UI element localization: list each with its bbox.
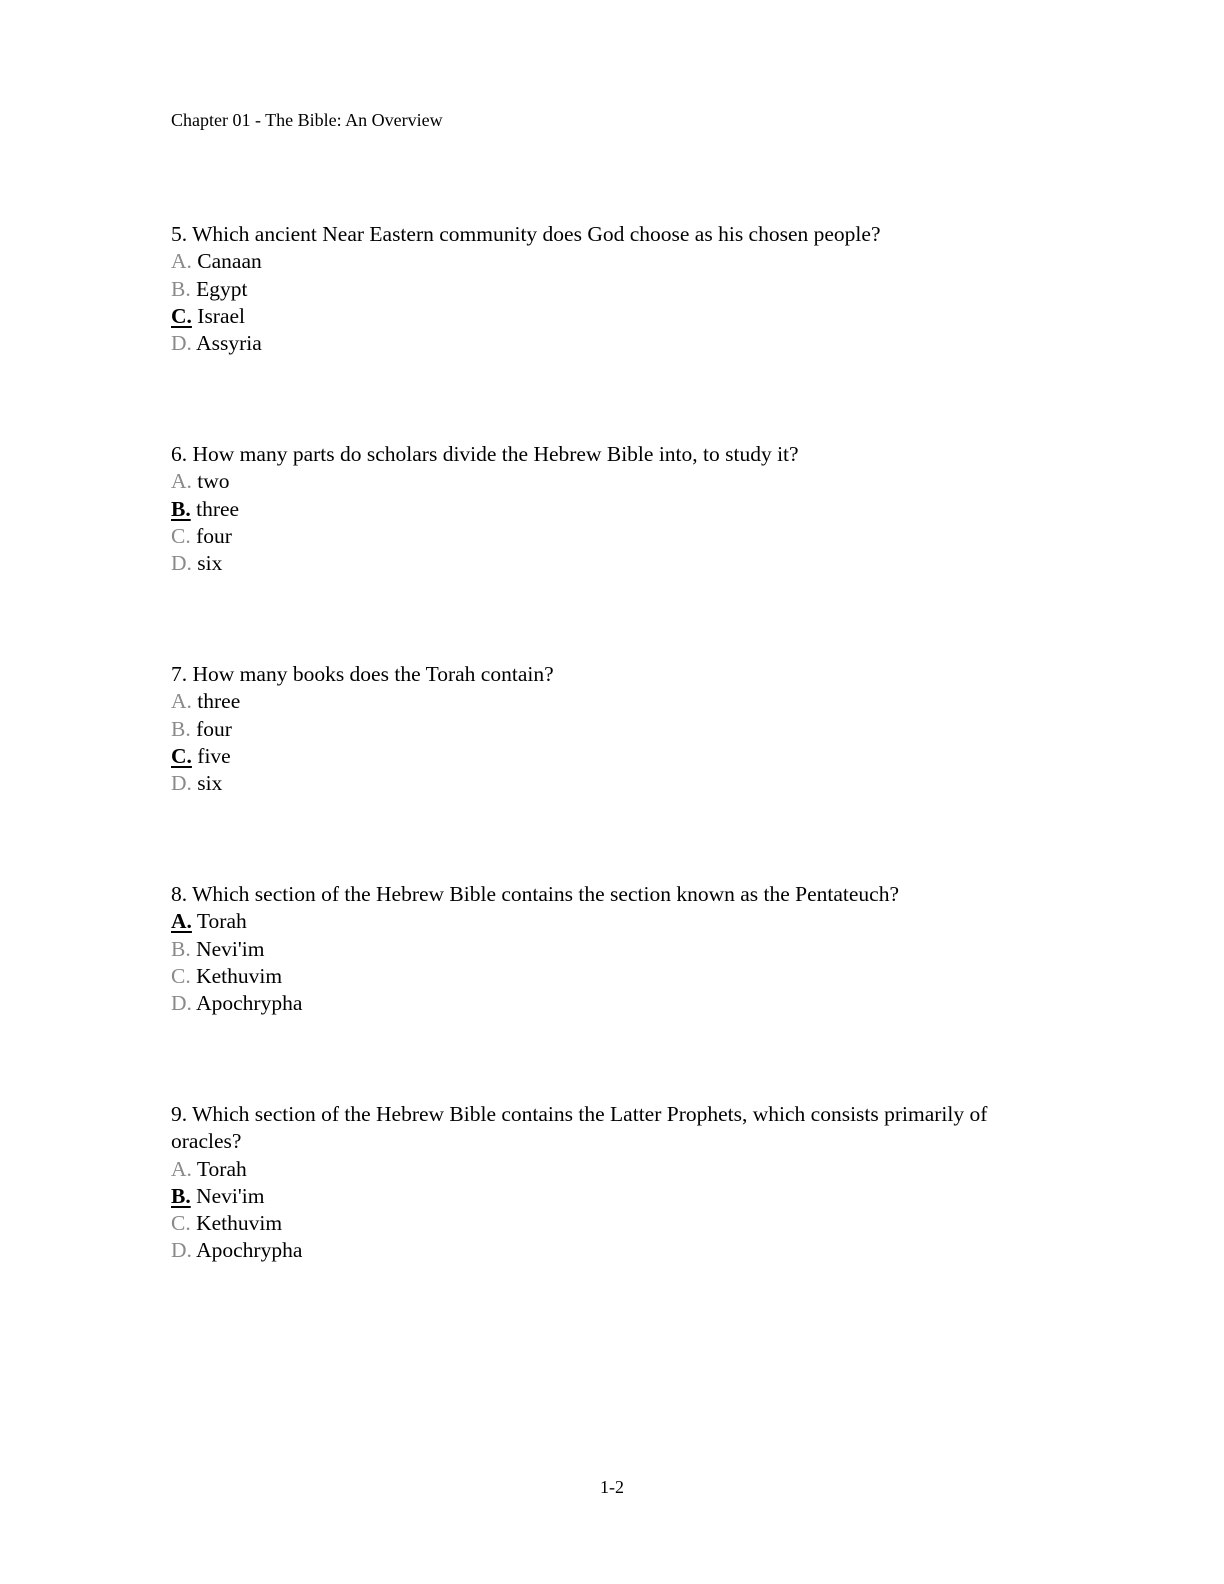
option-letter: D.: [171, 771, 192, 796]
option-text: Israel: [197, 303, 246, 328]
answer-option: [171, 770, 1061, 797]
answer-option: [171, 716, 1061, 743]
option-text: Apochrypha: [196, 991, 303, 1016]
correct-option-letter: C.: [171, 303, 192, 328]
question-block: [171, 441, 1061, 577]
option-letter: B.: [171, 716, 191, 741]
answer-option: [171, 1237, 1061, 1264]
answer-option: [171, 1183, 1061, 1210]
question-block: [171, 1101, 1061, 1265]
option-text: four: [196, 523, 232, 548]
option-letter: B.: [171, 276, 191, 301]
answer-option: [171, 550, 1061, 577]
option-text: four: [196, 716, 232, 741]
answer-option: [171, 496, 1061, 523]
option-text: Apochrypha: [196, 1238, 303, 1263]
answer-option: [171, 1156, 1061, 1183]
option-letter: C.: [171, 523, 191, 548]
option-text: Torah: [196, 909, 247, 934]
option-text: six: [197, 771, 223, 796]
option-text: Assyria: [196, 331, 262, 356]
correct-option-letter: B.: [171, 1183, 191, 1208]
option-letter: A.: [171, 249, 192, 274]
answer-option: [171, 1210, 1061, 1237]
answer-option: [171, 990, 1061, 1017]
option-text: three: [197, 689, 241, 714]
answer-option: [171, 523, 1061, 550]
option-letter: C.: [171, 1211, 191, 1236]
question-block: [171, 221, 1061, 357]
correct-option-letter: A.: [171, 909, 192, 934]
option-text: six: [197, 551, 223, 576]
question-text: 6. How many parts do scholars divide the Hebrew Bible into, to study it?: [171, 442, 799, 466]
question-text: 8. Which section of the Hebrew Bible contains the section known as the Pentateuch?: [171, 882, 900, 906]
option-text: three: [196, 496, 240, 521]
answer-option: [171, 963, 1061, 990]
question-block: [171, 881, 1061, 1017]
answer-option: [171, 303, 1061, 330]
option-text: Canaan: [197, 249, 262, 274]
option-letter: B.: [171, 936, 191, 961]
answer-option: [171, 908, 1061, 935]
answer-option: [171, 248, 1061, 275]
chapter-header: Chapter 01 - The Bible: An Overview: [171, 110, 443, 130]
answer-option: [171, 330, 1061, 357]
question-text: 9. Which section of the Hebrew Bible contains the Latter Prophets, which consists primarily of oracles?: [171, 1102, 988, 1154]
option-text: Kethuvim: [196, 1211, 283, 1236]
option-letter: A.: [171, 469, 192, 494]
answer-option: [171, 688, 1061, 715]
option-letter: D.: [171, 331, 192, 356]
answer-option: [171, 276, 1061, 303]
question-block: [171, 661, 1061, 797]
option-letter: D.: [171, 991, 192, 1016]
correct-option-letter: C.: [171, 743, 192, 768]
correct-option-letter: B.: [171, 496, 191, 521]
option-text: two: [197, 469, 230, 494]
option-text: Torah: [196, 1156, 247, 1181]
answer-option: [171, 468, 1061, 495]
option-text: Kethuvim: [196, 963, 283, 988]
option-text: Nevi'im: [196, 936, 265, 961]
page-number: 1-2: [600, 1477, 624, 1497]
option-letter: D.: [171, 551, 192, 576]
question-text: 5. Which ancient Near Eastern community does God choose as his chosen people?: [171, 222, 881, 246]
option-letter: D.: [171, 1238, 192, 1263]
option-letter: A.: [171, 689, 192, 714]
question-text: 7. How many books does the Torah contain?: [171, 662, 554, 686]
option-letter: A.: [171, 1156, 192, 1181]
option-text: Nevi'im: [196, 1183, 265, 1208]
answer-option: [171, 936, 1061, 963]
answer-option: [171, 743, 1061, 770]
option-text: Egypt: [196, 276, 248, 301]
option-text: five: [197, 743, 231, 768]
option-letter: C.: [171, 963, 191, 988]
